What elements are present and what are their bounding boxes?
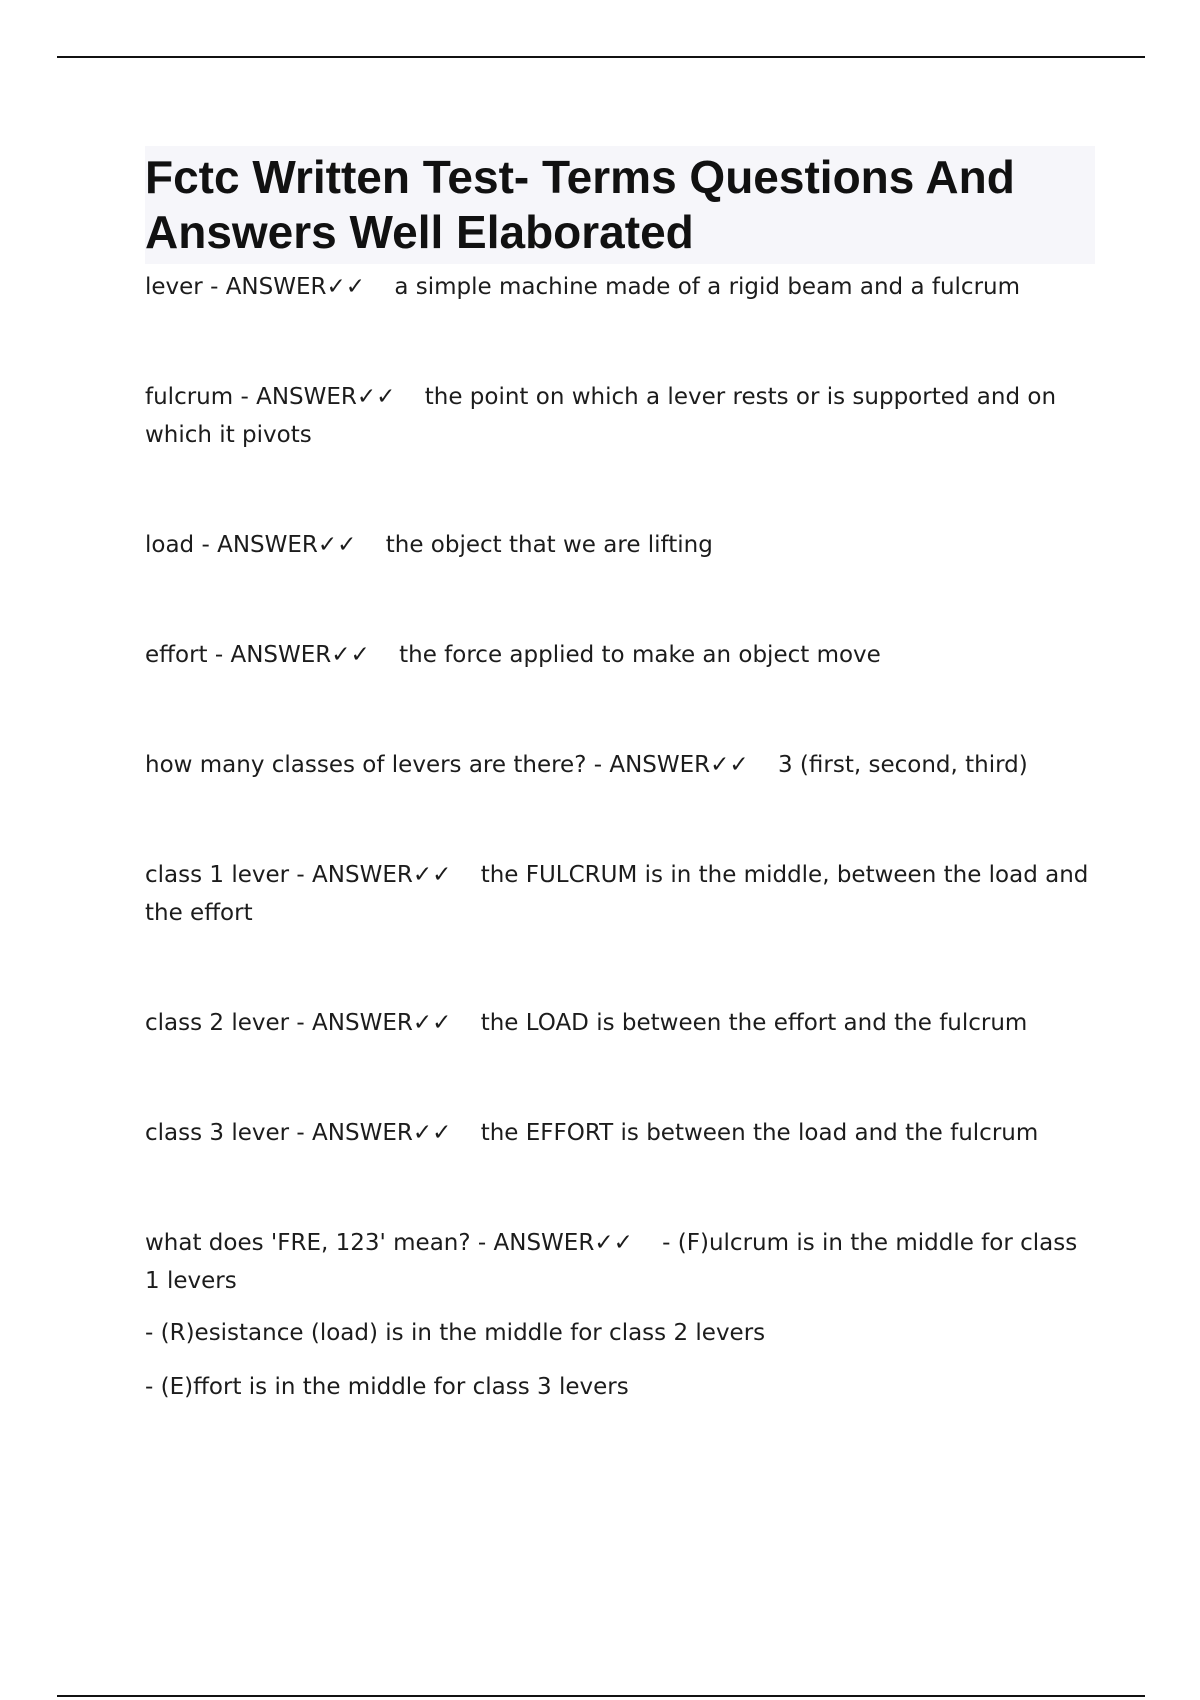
qa-entry-class-2-lever: [145, 1004, 1095, 1042]
entry-definition: the FULCRUM is in the middle, between the load and the effort: [145, 862, 1089, 926]
answer-label: - ANSWER: [214, 642, 332, 668]
qa-list: [145, 268, 1095, 1406]
qa-entry-fre-123: [145, 1224, 1095, 1300]
entry-term: class 2 lever: [145, 1010, 290, 1036]
answer-label: - ANSWER: [201, 532, 318, 558]
answer-label: - ANSWER: [296, 1120, 413, 1146]
qa-entry-fulcrum: [145, 378, 1095, 454]
entry-definition: the EFFORT is between the load and the fulcrum: [480, 1120, 1039, 1146]
entry-term: load: [145, 532, 195, 558]
answer-label: - ANSWER: [296, 862, 413, 888]
qa-entry-class-1-lever: [145, 856, 1095, 932]
entry-term: lever: [145, 274, 203, 300]
check-mark-icon: ✓✓: [317, 532, 357, 558]
entry-term: how many classes of levers are there?: [145, 752, 587, 778]
entry-term: what does 'FRE, 123' mean?: [145, 1230, 471, 1256]
definition-continuation-line: - (E)ffort is in the middle for class 3 levers: [145, 1374, 629, 1400]
entry-definition: the object that we are lifting: [385, 532, 713, 558]
check-mark-icon: ✓✓: [594, 1230, 633, 1256]
answer-label: - ANSWER: [240, 384, 357, 410]
check-mark-icon: ✓✓: [356, 384, 396, 410]
entry-term: class 3 lever: [145, 1120, 290, 1146]
entry-definition: - (F)ulcrum is in the middle for class 1 levers: [145, 1230, 1078, 1294]
qa-entry-lever-classes: [145, 746, 1095, 784]
check-mark-icon: ✓✓: [412, 1120, 452, 1146]
document-body: [145, 146, 1095, 1406]
answer-label: - ANSWER: [477, 1230, 595, 1256]
check-mark-icon: ✓✓: [326, 274, 366, 300]
qa-entry-effort: [145, 636, 1095, 674]
entry-term: class 1 lever: [145, 862, 290, 888]
answer-label: - ANSWER: [296, 1010, 413, 1036]
entry-definition: a simple machine made of a rigid beam and a fulcrum: [394, 274, 1021, 300]
entry-term: effort: [145, 642, 208, 668]
entry-definition: the point on which a lever rests or is supported and on which it pivots: [145, 384, 1057, 448]
qa-entry-load: [145, 526, 1095, 564]
entry-definition: the force applied to make an object move: [399, 642, 881, 668]
qa-entry-class-3-lever: [145, 1114, 1095, 1152]
footer-rule: [57, 1695, 1145, 1697]
check-mark-icon: ✓✓: [412, 1010, 452, 1036]
entry-definition: the LOAD is between the effort and the fulcrum: [480, 1010, 1028, 1036]
entry-term: fulcrum: [145, 384, 234, 410]
check-mark-icon: ✓✓: [710, 752, 749, 778]
definition-continuation-line: - (R)esistance (load) is in the middle for class 2 levers: [145, 1320, 766, 1346]
header-rule: [57, 56, 1145, 58]
answer-label: - ANSWER: [210, 274, 327, 300]
answer-label: - ANSWER: [593, 752, 711, 778]
check-mark-icon: ✓✓: [331, 642, 370, 668]
qa-entry-lever: [145, 268, 1095, 306]
document-title: Fctc Written Test- Terms Questions And Answers Well Elaborated: [145, 146, 1095, 264]
entry-definition: 3 (first, second, third): [777, 752, 1028, 778]
check-mark-icon: ✓✓: [412, 862, 452, 888]
